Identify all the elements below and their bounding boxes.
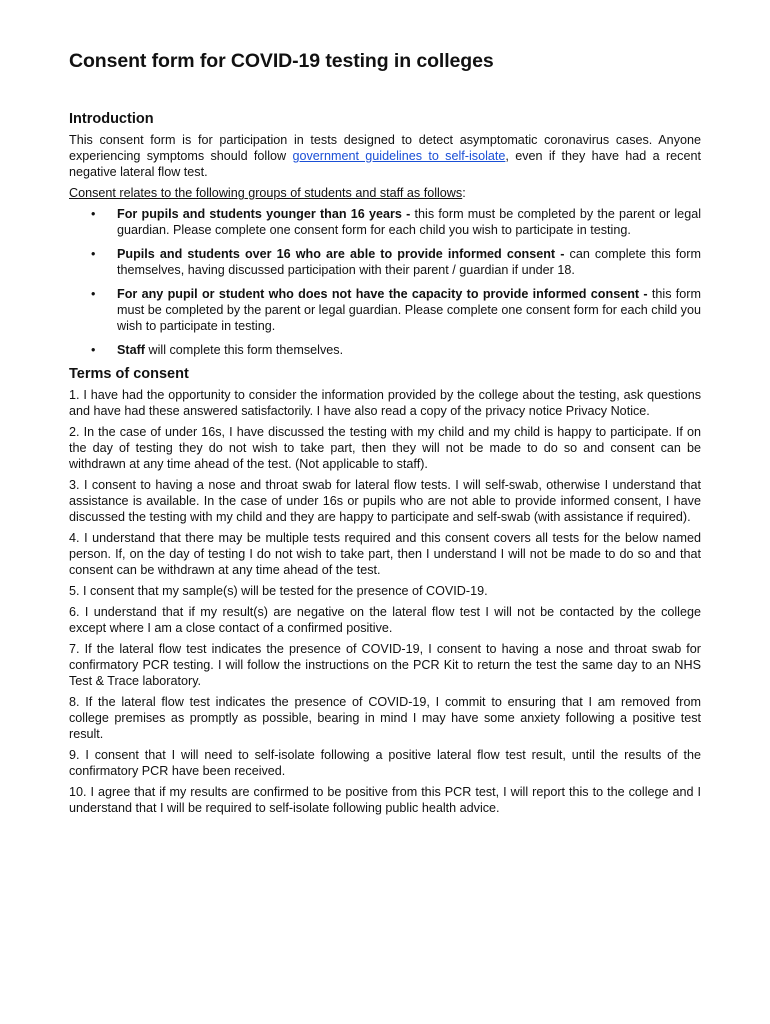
bullet: • — [91, 287, 96, 301]
terms-item-7: 7. If the lateral flow test indicates the presence of COVID-19, I consent to having a nose and throat swab for confirmatory PCR testing. I will follow the instructions on the PCR Kit to return the test the same day to an NHS Test & Trace laboratory. — [69, 642, 701, 688]
terms-item-3: 3. I consent to having a nose and throat swab for lateral flow tests. I will self-swab, otherwise I understand that assistance is available. In the case of under 16s or pupils who are not able to provide informed consent, I have discussed the testing with my child and they are happy to participate and self-swab (with assistance if required). — [69, 478, 701, 524]
terms-item-8: 8. If the lateral flow test indicates the presence of COVID-19, I commit to ensuring that I am removed from college premises as promptly as possible, bearing in mind I may have some anxiety following a positive test result. — [69, 695, 701, 741]
terms-heading: Terms of consent — [69, 366, 189, 382]
page-title: Consent form for COVID-19 testing in colleges — [69, 50, 494, 72]
terms-item-5: 5. I consent that my sample(s) will be tested for the presence of COVID-19. — [69, 584, 488, 598]
list-item — [69, 342, 701, 358]
bullet: • — [91, 207, 96, 221]
group-bold-text: Pupils and students over 16 who are able to provide informed consent - — [117, 247, 565, 261]
terms-item-1: 1. I have had the opportunity to consider the information provided by the college about the testing, ask questions and have had these answered satisfactorily. I have also read a copy of the privacy notice Privacy Notice. — [69, 388, 701, 418]
group-bold-text: For pupils and students younger than 16 years - — [117, 207, 411, 221]
introduction-paragraph — [69, 132, 701, 180]
group-bold-text: For any pupil or student who does not have the capacity to provide informed consent - — [117, 287, 648, 301]
terms-item-9: 9. I consent that I will need to self-isolate following a positive lateral flow test result, until the results of the confirmatory PCR have been received. — [69, 748, 701, 778]
list-item — [69, 206, 701, 238]
groups-intro-tail: : — [462, 186, 466, 200]
list-item — [69, 246, 701, 278]
bullet: • — [91, 343, 96, 357]
groups-list — [69, 206, 701, 358]
groups-intro-underlined: Consent relates to the following groups of students and staff as follows — [69, 186, 463, 200]
terms-item-2: 2. In the case of under 16s, I have discussed the testing with my child and my child is happy to participate. If on the day of testing they do not wish to take part, then they will not be made to do so and consent can be withdrawn at any time ahead of the test. (Not applicable to staff). — [69, 425, 701, 471]
introduction-heading: Introduction — [69, 111, 154, 127]
bullet: • — [91, 247, 96, 261]
group-bold-text: Staff — [117, 343, 145, 357]
terms-item-10: 10. I agree that if my results are confirmed to be positive from this PCR test, I will report this to the college and I understand that I will be required to self-isolate following public health advice. — [69, 785, 701, 815]
introduction-text-before-link: This consent form is for participation in tests designed to detect asymptomatic coronavirus cases. Anyone experiencing symptoms should follow — [69, 133, 701, 163]
list-item — [69, 286, 701, 334]
group-text: this form must be completed by the parent or legal guardian. Please complete one consent form for each child you wish to participate in testing. — [117, 287, 701, 333]
group-text: this form must be completed by the parent or legal guardian. Please complete one consent form for each child you wish to participate in testing. — [117, 207, 701, 237]
group-text: will complete this form themselves. — [145, 343, 344, 357]
group-text: can complete this form themselves, having discussed participation with their parent / guardian if under 18. — [117, 247, 701, 277]
document-page — [69, 50, 701, 821]
groups-intro — [69, 185, 701, 201]
terms-item-6: 6. I understand that if my result(s) are negative on the lateral flow test I will not be contacted by the college except where I am a close contact of a confirmed positive. — [69, 605, 701, 635]
terms-item-4: 4. I understand that there may be multiple tests required and this consent covers all tests for the below named person. If, on the day of testing I do not wish to take part, then I understand I will not be made to do so and that consent can be withdrawn at any time ahead of the test. — [69, 531, 701, 577]
introduction-text-after-link: , even if they have had a recent negative lateral flow test. — [69, 149, 701, 179]
self-isolate-guidelines-link[interactable]: government guidelines to self-isolate — [292, 149, 506, 163]
